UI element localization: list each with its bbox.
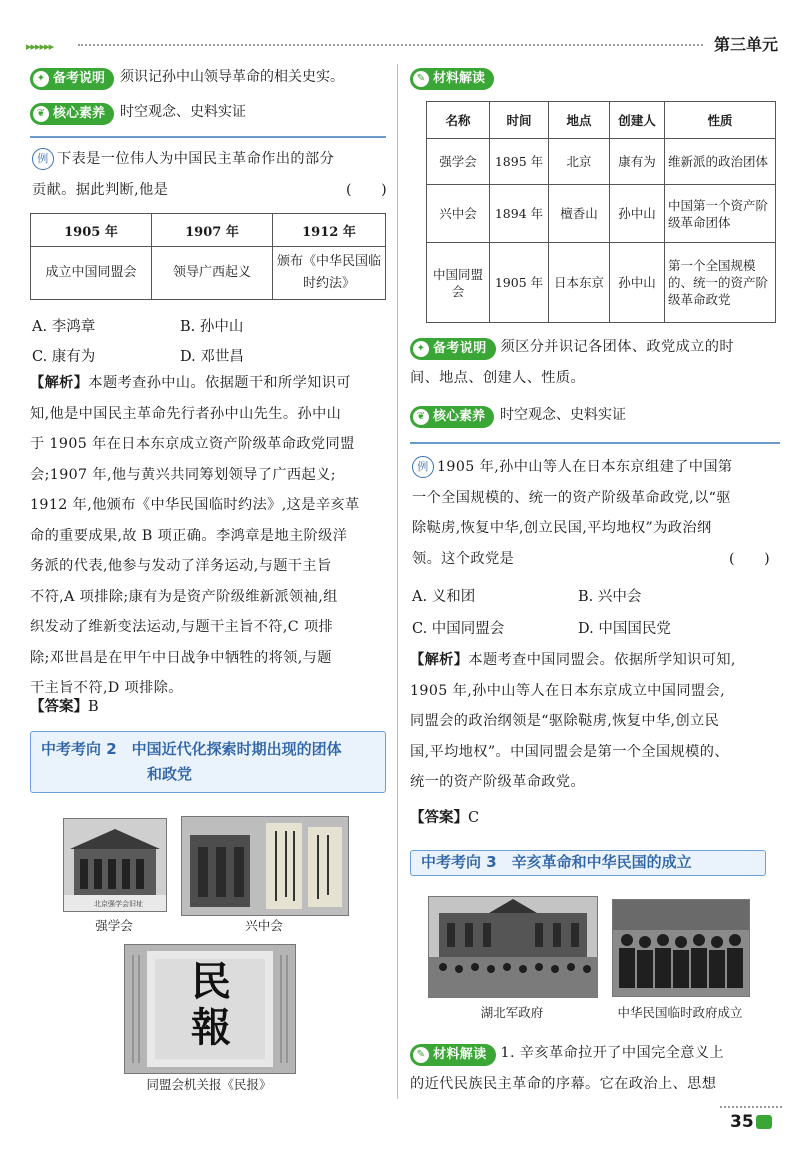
table-header: 地点 xyxy=(549,102,610,139)
table-header: 名称 xyxy=(427,102,490,139)
q1-blank: ( ) xyxy=(345,181,387,198)
material-line: 1. 辛亥革命拉开了中国完全意义上 xyxy=(500,1045,725,1061)
table-cell: 中国第一个资产阶级革命团体 xyxy=(665,185,776,243)
column-divider xyxy=(397,64,398,1099)
building-document-photo-icon xyxy=(182,817,348,915)
analysis-line: 于 1905 年在日本东京成立资产阶级革命政党同盟 xyxy=(30,436,355,452)
table-cell: 颁布《中华民国临时约法》 xyxy=(273,247,386,300)
material-tag: ✎ 材料解读 xyxy=(410,68,494,90)
photo-xingzhonghui xyxy=(181,816,349,916)
analysis-line: 国,平均地权”。中国同盟会是第一个全国规模的、 xyxy=(410,743,729,760)
header-arrows-icon: ▸▸▸▸▸▸ xyxy=(26,40,54,53)
photo-minbao xyxy=(124,944,296,1074)
lightbulb-icon: ✦ xyxy=(413,341,429,357)
left-core-row xyxy=(30,101,246,125)
crowd-building-photo-icon xyxy=(429,897,597,997)
example-badge-icon: 例 xyxy=(32,148,54,170)
analysis-line: 会;1907 年,他与黄兴共同筹划领导了广西起义; xyxy=(30,466,336,483)
footer-dotted-rule xyxy=(720,1106,782,1108)
analysis-line: 本题考查孙中山。依据题干和所学知识可 xyxy=(88,375,351,391)
prep-tag: ✦ 备考说明 xyxy=(30,68,114,90)
q1-line: 贡献。据此判断,他是 xyxy=(32,181,169,198)
answer-label: 【答案】 xyxy=(410,810,468,826)
question-2 xyxy=(412,452,778,574)
analysis-line: 1912 年,他颁布《中华民国临时约法》,这是辛亥革 xyxy=(30,497,360,513)
direction-box-2 xyxy=(30,731,386,793)
analysis-line: 统一的资产阶级革命政党。 xyxy=(410,774,586,790)
option-c: C. 中国同盟会 xyxy=(412,621,505,637)
table-cell: 第一个全国规模的、统一的资产阶级革命政党 xyxy=(665,243,776,323)
table-cell: 日本东京 xyxy=(549,243,610,323)
q2-line: 一个全国规模的、统一的资产阶级革命政党,以“驱 xyxy=(412,489,731,506)
option-a: A. 义和团 xyxy=(412,589,476,605)
header-dotted-rule xyxy=(78,44,703,46)
table-header: 1912 年 xyxy=(273,214,386,247)
table-cell: 兴中会 xyxy=(427,185,490,243)
book-footer-icon xyxy=(756,1115,772,1129)
table-header: 创建人 xyxy=(610,102,665,139)
analysis-label: 【解析】 xyxy=(30,375,89,391)
table-cell: 1905 年 xyxy=(490,243,549,323)
option-b: B. 孙中山 xyxy=(180,319,244,335)
direction-title-cont: 和政党 xyxy=(147,765,193,783)
analysis-line: 务派的代表,他参与发动了洋务运动,与题干主旨 xyxy=(30,558,332,574)
right-prep-block xyxy=(410,332,780,393)
material-block xyxy=(410,1038,782,1099)
table-row xyxy=(427,139,776,185)
table-cell: 1894 年 xyxy=(490,185,549,243)
table-row xyxy=(31,247,386,300)
newspaper-title: 民報 xyxy=(191,958,231,1051)
analysis-line: 命的重要成果,故 B 项正确。李鸿章是地主阶级洋 xyxy=(30,527,348,544)
photo-qiangxuehui xyxy=(63,818,167,912)
q2-line: 除鞑虏,恢复中华,创立民国,平均地权”为政治纲 xyxy=(412,520,712,536)
caption-provisional-gov: 中华民国临时政府成立 xyxy=(617,1005,743,1020)
table-cell: 1895 年 xyxy=(490,139,549,185)
left-prep-row xyxy=(30,66,344,90)
direction-title: 中考考向 3 辛亥革命和中华民国的成立 xyxy=(421,853,692,871)
analysis-line: 除;邓世昌是在甲午中日战争中牺牲的将领,与题 xyxy=(30,649,332,666)
prep-text: 须识记孙中山领导革命的相关史实。 xyxy=(120,69,345,85)
table-cell: 孙中山 xyxy=(610,243,665,323)
table-header-row xyxy=(31,214,386,247)
table-header-row xyxy=(427,102,776,139)
table-row xyxy=(427,185,776,243)
table-cell: 康有为 xyxy=(610,139,665,185)
prep-line: 须区分并识记各团体、政党成立的时 xyxy=(500,339,734,355)
q2-line: 1905 年,孙中山等人在日本东京组建了中国第 xyxy=(437,459,733,475)
analysis-line: 1905 年,孙中山等人在日本东京成立中国同盟会, xyxy=(410,682,726,699)
caption-qiangxuehui: 强学会 xyxy=(95,918,133,933)
table-cell: 北京 xyxy=(549,139,610,185)
right-core-row xyxy=(410,404,626,428)
page-number: 35 xyxy=(730,1112,754,1132)
table-2 xyxy=(426,101,776,323)
leaf-icon: ❦ xyxy=(413,409,429,425)
core-text: 时空观念、史料实证 xyxy=(120,104,247,120)
photo-tiny-caption: 北京强学会旧址 xyxy=(94,900,143,908)
leaf-icon: ❦ xyxy=(33,106,49,122)
material-line: 的近代民族民主革命的序幕。它在政治上、思想 xyxy=(410,1075,717,1092)
analysis-line: 本题考查中国同盟会。依据所学知识可知, xyxy=(468,652,736,668)
option-d: D. 邓世昌 xyxy=(180,349,244,365)
analysis-1 xyxy=(30,368,388,704)
table-cell: 檀香山 xyxy=(549,185,610,243)
answer-value: C xyxy=(468,810,480,826)
table-cell: 强学会 xyxy=(427,139,490,185)
caption-xingzhonghui: 兴中会 xyxy=(245,918,283,933)
core-tag: ❦ 核心素养 xyxy=(410,406,494,428)
option-c: C. 康有为 xyxy=(32,349,96,365)
photo-hubei-military-gov xyxy=(428,896,598,998)
table-cell: 维新派的政治团体 xyxy=(665,139,776,185)
option-d: D. 中国国民党 xyxy=(578,621,671,637)
direction-title: 中考考向 2 中国近代化探索时期出现的团体 xyxy=(41,740,342,758)
option-b: B. 兴中会 xyxy=(578,589,642,605)
core-tag: ❦ 核心素养 xyxy=(30,103,114,125)
analysis-line: 同盟会的政治纲领是“驱除鞑虏,恢复中华,创立民 xyxy=(410,713,720,729)
analysis-label: 【解析】 xyxy=(410,652,469,668)
book-icon: ✎ xyxy=(413,1047,429,1063)
building-photo-icon xyxy=(64,819,166,911)
table-header: 1905 年 xyxy=(31,214,152,247)
option-a: A. 李鸿章 xyxy=(32,319,96,335)
answer-1 xyxy=(30,695,99,716)
section-rule xyxy=(410,442,780,444)
material-tag: ✎ 材料解读 xyxy=(410,1044,496,1066)
prep-line: 间、地点、创建人、性质。 xyxy=(410,369,586,386)
table-cell: 孙中山 xyxy=(610,185,665,243)
table-1 xyxy=(30,213,386,300)
caption-hubei-military-gov: 湖北军政府 xyxy=(480,1005,544,1020)
answer-2 xyxy=(410,806,479,827)
analysis-line: 织发动了维新变法运动,与题干主旨不符,C 项排 xyxy=(30,619,334,635)
table-row xyxy=(427,243,776,323)
table-cell: 成立中国同盟会 xyxy=(31,247,152,300)
photo-provisional-gov xyxy=(612,899,750,997)
answer-label: 【答案】 xyxy=(30,699,88,715)
table-header: 1907 年 xyxy=(152,214,273,247)
analysis-2 xyxy=(410,645,782,798)
table-header: 时间 xyxy=(490,102,549,139)
caption-minbao: 同盟会机关报《民报》 xyxy=(146,1077,272,1092)
table-header: 性质 xyxy=(665,102,776,139)
example-badge-icon: 例 xyxy=(412,456,434,478)
q2-line: 领。这个政党是 xyxy=(412,550,515,567)
book-icon: ✎ xyxy=(413,71,429,87)
q2-blank: ( ) xyxy=(728,550,770,567)
lightbulb-icon: ✦ xyxy=(33,71,49,87)
table-cell: 中国同盟会 xyxy=(427,243,490,323)
table-cell: 领导广西起义 xyxy=(152,247,273,300)
core-text: 时空观念、史料实证 xyxy=(500,407,627,423)
q1-line: 下表是一位伟人为中国民主革命作出的部分 xyxy=(57,151,335,167)
section-rule xyxy=(30,136,386,138)
answer-value: B xyxy=(88,699,99,715)
direction-box-3 xyxy=(410,850,766,876)
right-material-row xyxy=(410,66,494,90)
analysis-line: 不符,A 项排除;康有为是资产阶级维新派领袖,组 xyxy=(30,588,338,605)
unit-title: 第三单元 xyxy=(713,35,778,54)
analysis-line: 干主旨不符,D 项排除。 xyxy=(30,680,183,696)
group-photo-icon xyxy=(613,900,749,996)
prep-tag: ✦ 备考说明 xyxy=(410,338,496,360)
analysis-line: 知,他是中国民主革命先行者孙中山先生。孙中山 xyxy=(30,405,342,422)
question-1 xyxy=(32,144,387,205)
